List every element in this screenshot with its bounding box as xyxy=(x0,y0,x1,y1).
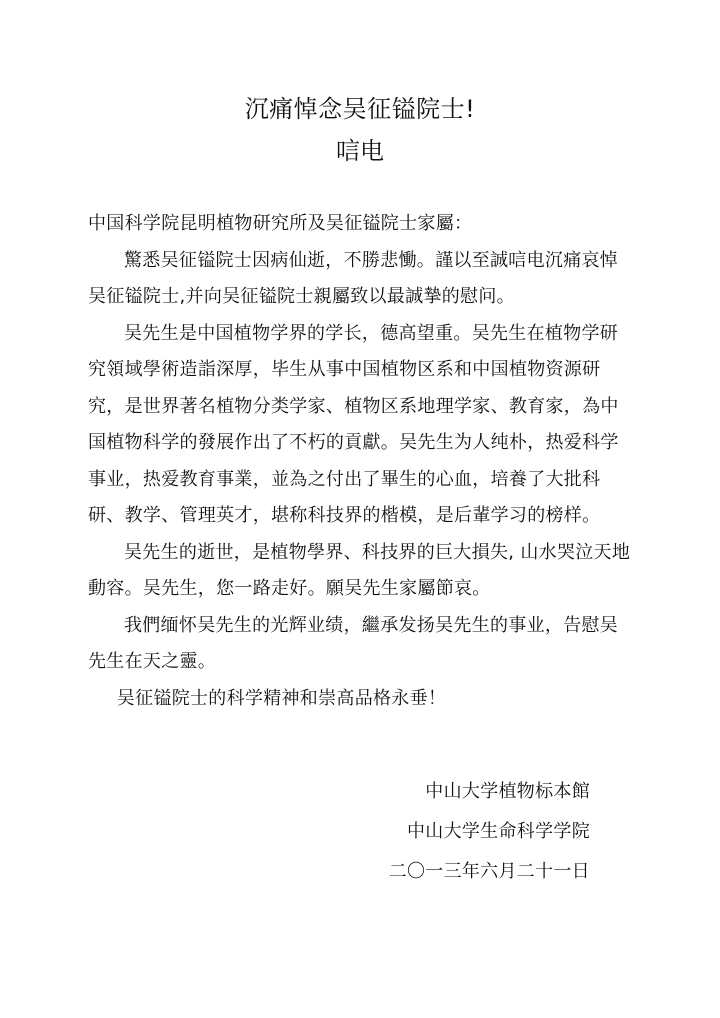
signature-date: 二〇一三年六月二十一日 xyxy=(388,861,590,882)
salutation: 中国科学院昆明植物研究所及吴征镒院士家屬： xyxy=(88,213,473,234)
letter-subtitle: 唁电 xyxy=(336,137,384,165)
paragraph-1: 驚悉吴征镒院士因病仙逝，不勝悲慟。謹以至誠唁电沉痛哀悼吴征镒院士,并向吴征镒院士親屬致以最誠摯的慰问。 xyxy=(88,249,619,307)
paragraph-4: 我們缅怀吴先生的光辉业绩，繼承发扬吴先生的事业，告慰吴先生在天之靈。 xyxy=(88,614,619,672)
paragraph-2: 吴先生是中国植物学界的学长，德高望重。吴先生在植物学研究領域學術造詣深厚，毕生从事中国植物区系和中国植物资源研究，是世界著名植物分类学家、植物区系地理学家、教育家，為中国植物科学的發展作出了不朽的貢獻。吴先生为人纯朴，热爱科学事业，热爱教育事業，並為之付出了畢生的心血，培養了大批科研、教学、管理英才，堪称科技界的楷模，是后輩学习的榜样。 xyxy=(88,322,619,526)
letter-title: 沉痛悼念吴征镒院士! xyxy=(244,95,476,123)
signature-line-1: 中山大学植物标本館 xyxy=(425,781,590,802)
paragraph-3: 吴先生的逝世，是植物學界、科技界的巨大損失, 山水哭泣天地動容。吴先生，您一路走好。願吴先生家屬節哀。 xyxy=(88,541,631,599)
letter-body xyxy=(88,206,636,717)
title-block xyxy=(0,92,720,168)
paragraph-5: 吴征镒院士的科学精神和崇高品格永垂！ xyxy=(116,687,447,709)
signature-line-2: 中山大学生命科学学院 xyxy=(407,821,590,842)
signature-block xyxy=(389,772,590,892)
